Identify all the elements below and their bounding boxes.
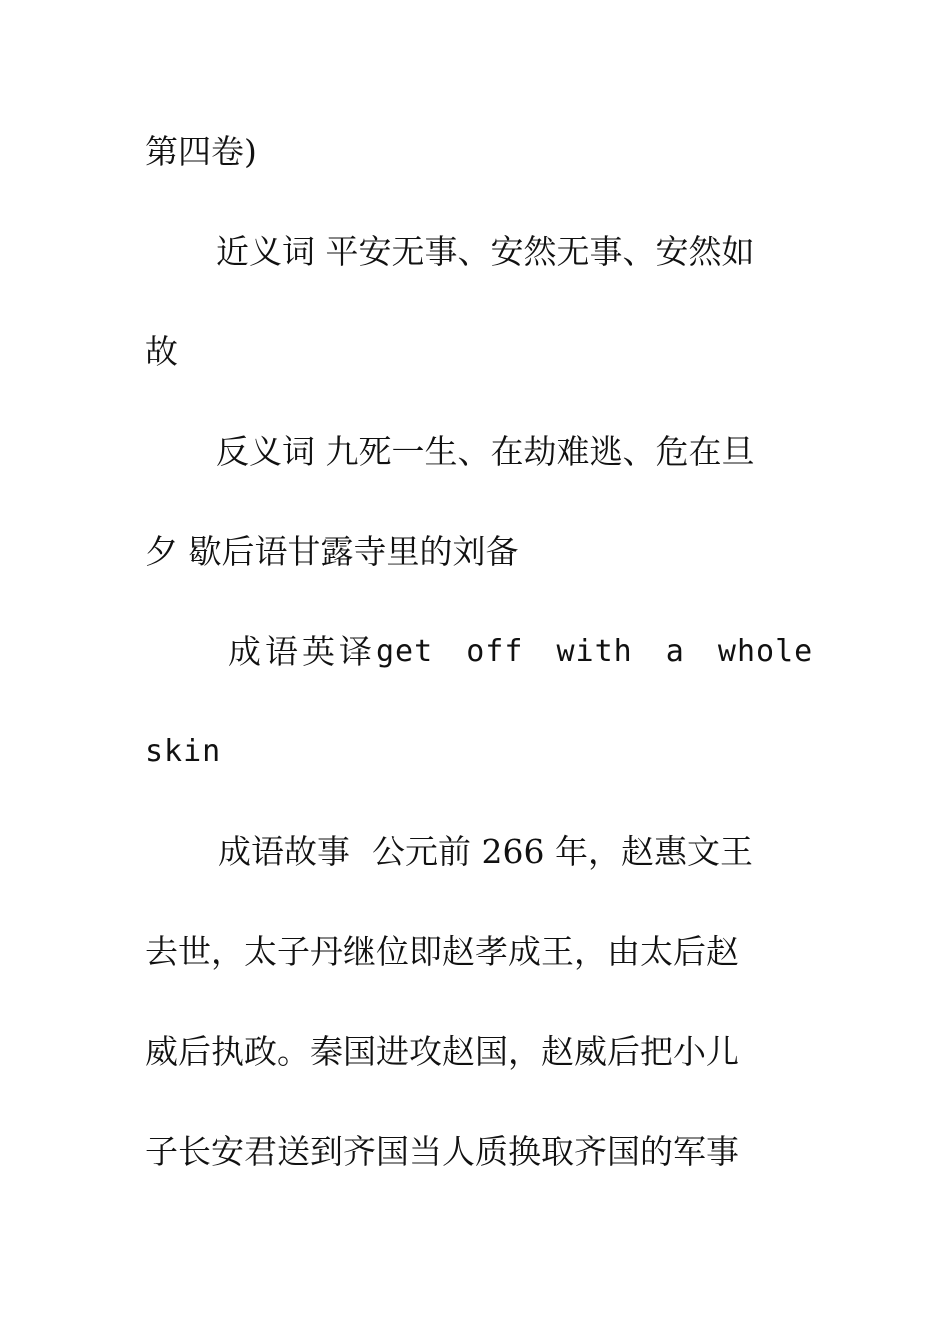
english-translation-label: 成语英译 (228, 632, 376, 671)
text-line: 去世，太子丹继位即赵孝成王，由太后赵 (145, 932, 739, 971)
text-line: 夕 歇后语甘露寺里的刘备 (145, 532, 519, 571)
text-line: 故 (145, 332, 178, 371)
text-line: skin (145, 734, 222, 769)
text-line: 子长安君送到齐国当人质换取齐国的军事 (145, 1132, 739, 1171)
english-translation-text: get off with a whole (376, 634, 814, 669)
story-text: 公元前 266 年，赵惠文王 (372, 832, 753, 871)
story-heading-line (218, 832, 805, 872)
synonyms-line: 近义词 平安无事、安然无事、安然如 (216, 232, 755, 271)
antonyms-line: 反义词 九死一生、在劫难逃、危在旦 (216, 432, 755, 471)
english-translation-line (228, 632, 814, 672)
text-line: 第四卷) (145, 132, 257, 171)
story-label: 成语故事 (218, 832, 350, 871)
text-line: 威后执政。秦国进攻赵国，赵威后把小儿 (145, 1032, 739, 1071)
